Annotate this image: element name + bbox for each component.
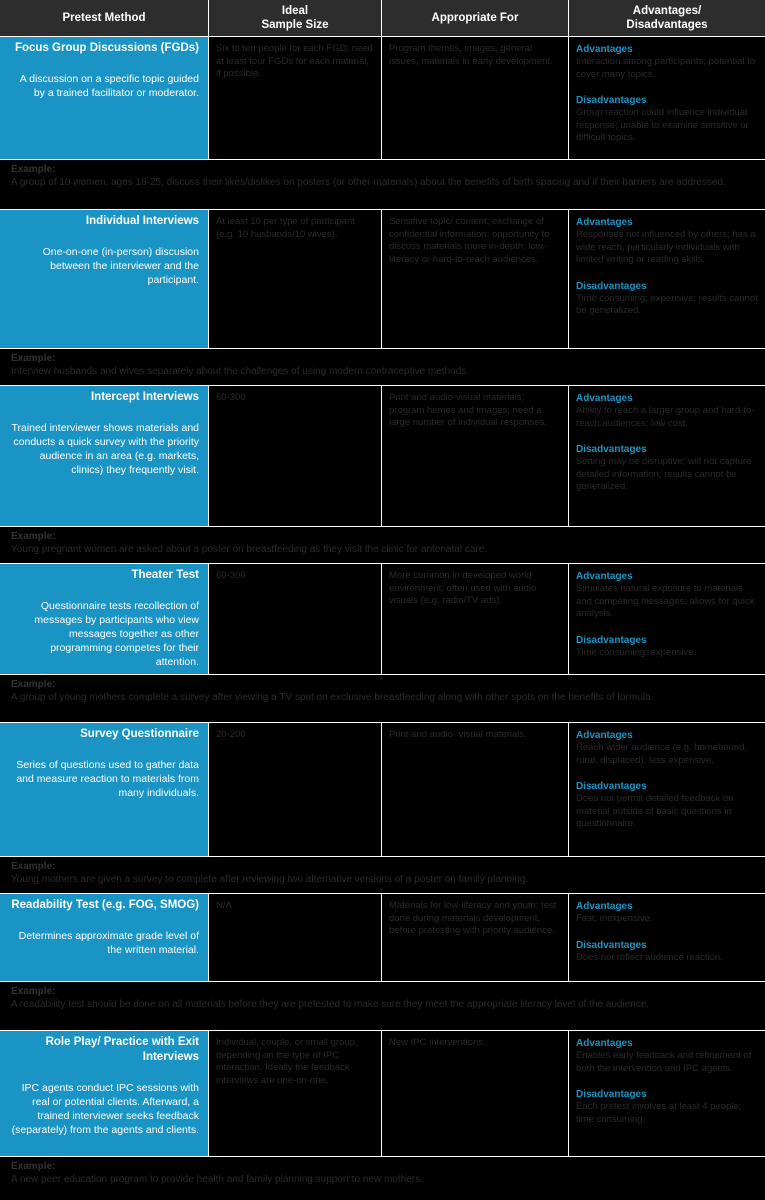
advantages-heading: Advantages xyxy=(576,730,633,741)
method-description: Questionnaire tests recollection of messages by participants who view messages together as other programming competes for their attention. xyxy=(34,600,199,668)
advantages-cell xyxy=(569,894,765,981)
example-row xyxy=(0,349,765,385)
example-row xyxy=(0,160,765,209)
table-row xyxy=(0,894,765,981)
disadvantages-text: Time consuming; expensive; results cannot be generalized. xyxy=(576,292,758,316)
appropriate-for-cell: Materials for low-literacy and youth; test done during materials development, before pretesting with priority audience. xyxy=(382,894,568,981)
appropriate-for-cell: Sensitive topic/ content; exchange of confidential information; opportunity to discuss materials more in-depth; low-literacy or hard-to-reach audiences. xyxy=(382,210,568,348)
appropriate-for-cell: More common in developed world environment; often used with audio visuals (e.g. radio/TV ads). xyxy=(382,564,568,674)
header-advantages-line2: Disadvantages xyxy=(626,19,708,31)
advantages-cell xyxy=(569,37,765,159)
method-title: Role Play/ Practice with Exit Interviews xyxy=(45,1036,199,1063)
advantages-text: Simulates natural exposure to materials and competing messages; allows for quick analysis. xyxy=(576,583,755,619)
table-row xyxy=(0,564,765,674)
header-appropriate-for-label: Appropriate For xyxy=(431,12,519,24)
example-row xyxy=(0,675,765,722)
method-description: IPC agents conduct IPC sessions with real or potential clients. Afterward, a trained interviewer seeks feedback (separately) from the agents and clients. xyxy=(11,1082,199,1136)
example-row xyxy=(0,982,765,1030)
example-label: Example: xyxy=(11,679,56,690)
advantages-cell xyxy=(569,1031,765,1156)
example-label: Example: xyxy=(11,1161,56,1172)
disadvantages-heading: Disadvantages xyxy=(576,1089,647,1100)
advantages-text: Ability to reach a larger group and hard-to-reach audiences; low cost. xyxy=(576,405,755,429)
disadvantages-text: Time consuming; expensive. xyxy=(576,646,697,658)
sample-size-cell: Six to ten people for each FGD; need at least four FGDs for each material, if possible. xyxy=(209,37,381,159)
appropriate-for-cell: New IPC interventions. xyxy=(382,1031,568,1156)
sample-size-cell: At least 10 per type of participant (e.g. 10 husbands/10 wives). xyxy=(209,210,381,348)
advantages-text: Interaction among participants; potential to cover many topics. xyxy=(576,56,756,80)
example-text: A group of 10 women, ages 18-25, discuss their likes/dislikes on posters (or other materials) about the benefits of birth spacing and if their barriers are addressed. xyxy=(11,177,726,188)
advantages-text: Fast; inexpensive. xyxy=(576,913,653,924)
example-row xyxy=(0,1157,765,1200)
advantages-heading: Advantages xyxy=(576,393,633,404)
method-title: Survey Questionnaire xyxy=(80,728,199,740)
disadvantages-heading: Disadvantages xyxy=(576,444,647,455)
example-text: Interview husbands and wives separately about the challenges of using modern contraceptive methods. xyxy=(11,366,470,377)
method-title: Individual Interviews xyxy=(85,215,199,227)
advantages-cell xyxy=(569,723,765,856)
table-row xyxy=(0,37,765,159)
example-row xyxy=(0,527,765,563)
disadvantages-heading: Disadvantages xyxy=(576,939,647,951)
method-cell xyxy=(0,894,208,981)
header-pretest-method-label: Pretest Method xyxy=(62,12,146,24)
sample-size-cell: N/A xyxy=(209,894,381,981)
method-cell xyxy=(0,1031,208,1156)
example-label: Example: xyxy=(11,531,56,542)
method-title: Intercept Interviews xyxy=(90,391,199,403)
method-description: Trained interviewer shows materials and conducts a quick survey with the priority audience in an area (e.g. markets, clinics) they frequently visit. xyxy=(11,422,199,476)
disadvantages-text: Setting may be disruptive; will not capture detailed information; results cannot be generalized. xyxy=(576,456,752,492)
advantages-text: Enables early feedback and refinement of both the intervention and IPC agents. xyxy=(576,1050,752,1074)
advantages-heading: Advantages xyxy=(576,571,633,582)
table-row xyxy=(0,386,765,526)
advantages-cell xyxy=(569,564,765,674)
example-label: Example: xyxy=(11,986,56,997)
example-text: A group of young mothers complete a survey after viewing a TV spot on exclusive breastfeeding along with other spots on the benefits of formula. xyxy=(11,692,654,703)
table-row xyxy=(0,210,765,348)
header-appropriate-for xyxy=(382,0,568,36)
method-description: One-on-one (in-person) discusion between the interviewer and the participant. xyxy=(42,246,199,286)
appropriate-for-cell: Print and audio- visual materials. xyxy=(382,723,568,856)
method-cell xyxy=(0,564,208,674)
example-label: Example: xyxy=(11,861,56,872)
disadvantages-text: Group reaction could influence individual response; unable to examine sensitive or difficult topics. xyxy=(576,107,749,143)
disadvantages-heading: Disadvantages xyxy=(576,781,647,792)
disadvantages-text: Each pretest involves at least 4 people; time consuming. xyxy=(576,1101,742,1125)
example-text: A readability test should be done on all materials before they are pretested to make sure they meet the appropriate literacy level of the audience. xyxy=(11,999,650,1010)
sample-size-cell: 60-300 xyxy=(209,386,381,526)
appropriate-for-cell: Program themes, images, general issues, materials in early development. xyxy=(382,37,568,159)
table-row xyxy=(0,1031,765,1156)
disadvantages-text: Does not reflect audience reaction. xyxy=(576,951,723,963)
header-sample-size xyxy=(209,0,381,36)
advantages-heading: Advantages xyxy=(576,901,633,912)
example-label: Example: xyxy=(11,353,56,364)
header-sample-size-line2: Sample Size xyxy=(261,19,329,31)
method-cell xyxy=(0,723,208,856)
example-text: Young pregnant women are asked about a poster on breastfeeding as they visit the clinic for antenatal care. xyxy=(11,544,488,555)
sample-size-cell: Individual, couple, or small group, depending on the type of IPC interaction. Ideally the feedback interviews are one-on-one. xyxy=(209,1031,381,1156)
advantages-heading: Advantages xyxy=(576,44,633,55)
method-title: Readability Test (e.g. FOG, SMOG) xyxy=(11,899,199,911)
header-advantages-line1: Advantages/ xyxy=(632,5,702,17)
advantages-cell xyxy=(569,386,765,526)
method-description: Determines approximate grade level of the written material. xyxy=(18,930,199,956)
sample-size-cell: 20-200 xyxy=(209,723,381,856)
disadvantages-heading: Disadvantages xyxy=(576,95,647,106)
sample-size-cell: 60-300 xyxy=(209,564,381,674)
advantages-text: Reach wider audience (e.g. homebound, rural, displaced); less expensive. xyxy=(576,742,748,766)
table-row xyxy=(0,723,765,856)
header-pretest-method xyxy=(0,0,208,36)
appropriate-for-cell: Print and audio-visual materials; program hemes and images; need a large number of individual responses. xyxy=(382,386,568,526)
disadvantages-heading: Disadvantages xyxy=(576,280,647,292)
disadvantages-heading: Disadvantages xyxy=(576,634,647,646)
advantages-text: Responses not influenced by others; has a wide reach, particularly individuals with limited writing or reading skills. xyxy=(576,229,756,265)
method-cell xyxy=(0,210,208,348)
method-title: Theater Test xyxy=(131,569,199,581)
advantages-cell xyxy=(569,210,765,348)
example-row xyxy=(0,857,765,893)
method-description: Series of questions used to gather data and measure reaction to materials from many individuals. xyxy=(16,759,199,799)
advantages-heading: Advantages xyxy=(576,1038,633,1049)
header-advantages xyxy=(569,0,765,36)
method-cell xyxy=(0,37,208,159)
method-title: Focus Group Discussions (FGDs) xyxy=(14,42,199,54)
example-text: Young mothers are given a survey to complete after reviewing two alternative versions of a poster on family planning. xyxy=(11,874,529,885)
example-text: A new peer education program to provide health and family planning support to new mothers. xyxy=(11,1174,423,1185)
disadvantages-text: Does not permit detailed feedback on material outside of basic questions in questionnaire. xyxy=(576,793,734,829)
method-description: A discussion on a specific topic guided by a trained facilitator or moderator. xyxy=(19,73,199,99)
example-label: Example: xyxy=(11,164,56,175)
method-cell xyxy=(0,386,208,526)
advantages-heading: Advantages xyxy=(576,217,633,228)
header-sample-size-line1: Ideal xyxy=(281,5,309,17)
